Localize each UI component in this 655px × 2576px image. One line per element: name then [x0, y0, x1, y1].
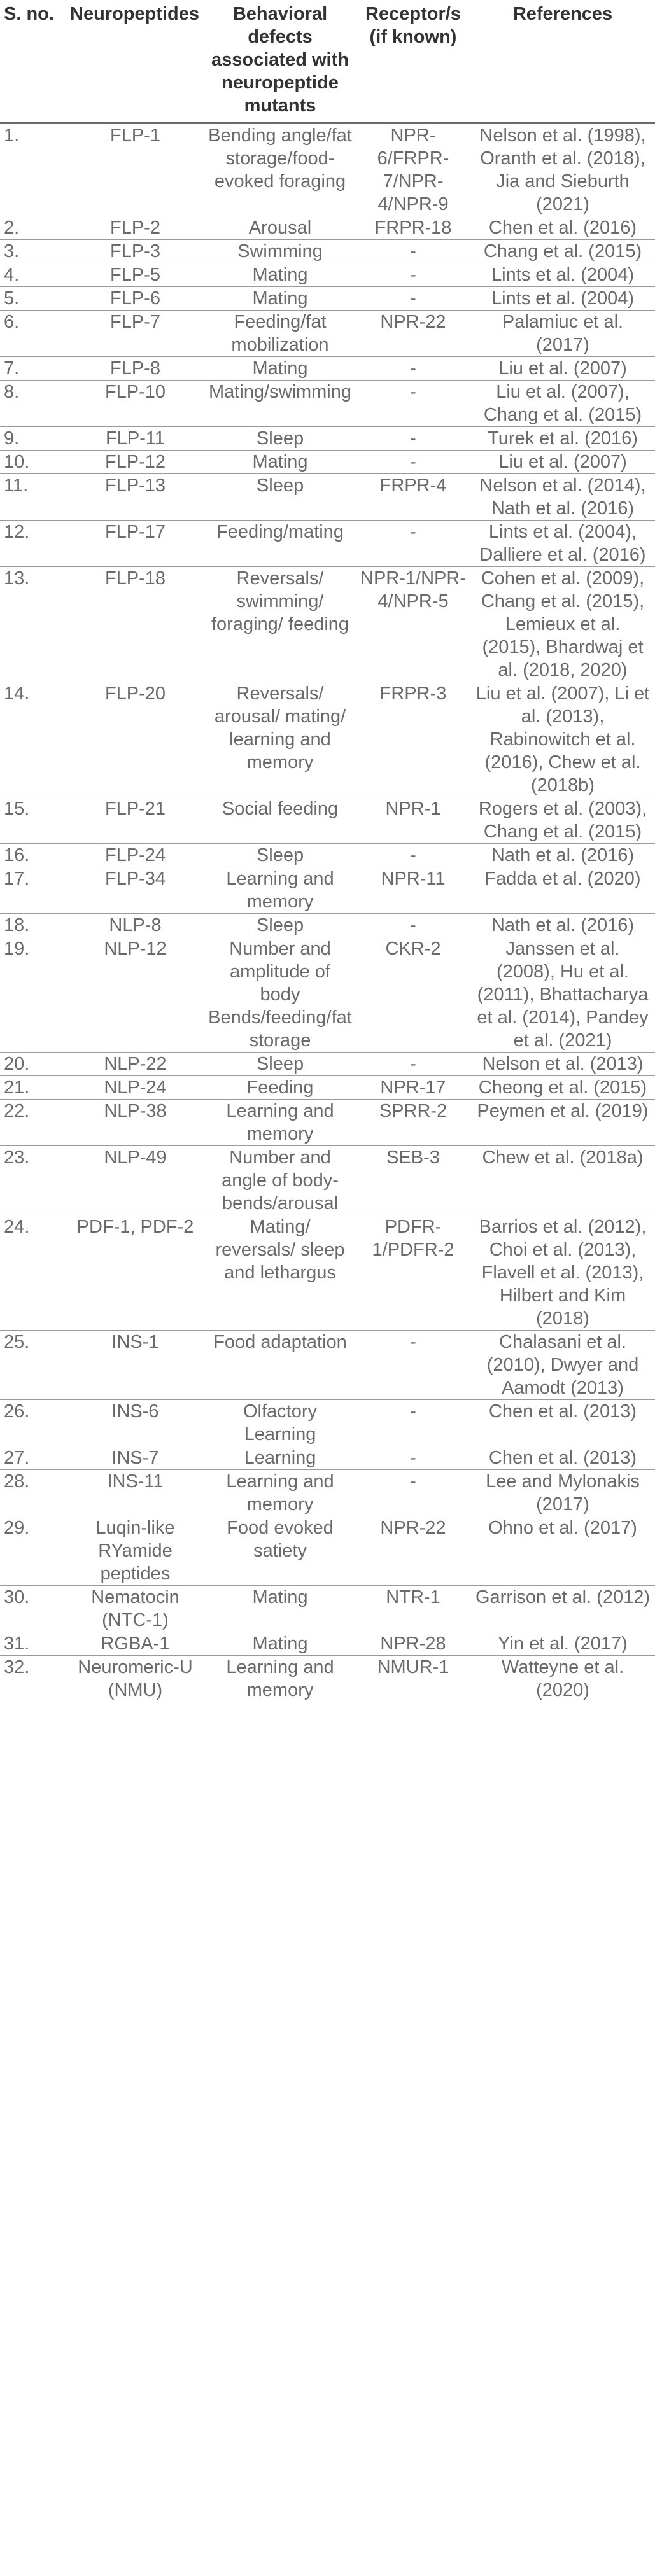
table-row [0, 1632, 655, 1656]
row-reference: Chen et al. (2016) [470, 216, 655, 240]
row-neuropeptide: NLP-12 [66, 937, 204, 1053]
row-receptor: NPR-22 [356, 311, 470, 357]
row-reference: Liu et al. (2007), Chang et al. (2015) [470, 381, 655, 427]
row-neuropeptide: NLP-22 [66, 1053, 204, 1076]
row-receptor: - [356, 1470, 470, 1516]
row-behavior: Learning and memory [204, 1656, 356, 1702]
row-behavior: Reversals/ swimming/ foraging/ feeding [204, 567, 356, 682]
row-neuropeptide: NLP-8 [66, 914, 204, 937]
table-row [0, 682, 655, 797]
row-sno: 24. [0, 1215, 66, 1331]
row-neuropeptide: FLP-7 [66, 311, 204, 357]
row-behavior: Swimming [204, 240, 356, 263]
row-reference: Rogers et al. (2003), Chang et al. (2015) [470, 797, 655, 844]
row-behavior: Arousal [204, 216, 356, 240]
row-receptor: FRPR-4 [356, 474, 470, 521]
table-row [0, 311, 655, 357]
row-neuropeptide: FLP-20 [66, 682, 204, 797]
row-neuropeptide: PDF-1, PDF-2 [66, 1215, 204, 1331]
row-sno: 20. [0, 1053, 66, 1076]
row-behavior: Social feeding [204, 797, 356, 844]
row-reference: Chalasani et al. (2010), Dwyer and Aamodt (2013) [470, 1331, 655, 1400]
table-row [0, 1215, 655, 1331]
row-receptor: - [356, 1053, 470, 1076]
table-row [0, 1100, 655, 1146]
row-sno: 9. [0, 427, 66, 451]
row-receptor: - [356, 1331, 470, 1400]
row-neuropeptide: NLP-38 [66, 1100, 204, 1146]
table-row [0, 844, 655, 867]
row-receptor: - [356, 240, 470, 263]
row-neuropeptide: Nematocin (NTC-1) [66, 1586, 204, 1632]
row-neuropeptide: FLP-21 [66, 797, 204, 844]
row-neuropeptide: FLP-18 [66, 567, 204, 682]
table-row [0, 1470, 655, 1516]
row-neuropeptide: FLP-10 [66, 381, 204, 427]
row-behavior: Reversals/ arousal/ mating/ learning and memory [204, 682, 356, 797]
table-row [0, 797, 655, 844]
table-row [0, 521, 655, 567]
table-row [0, 240, 655, 263]
table-row [0, 1516, 655, 1586]
row-behavior: Feeding [204, 1076, 356, 1100]
row-sno: 26. [0, 1400, 66, 1446]
row-sno: 4. [0, 263, 66, 287]
row-reference: Turek et al. (2016) [470, 427, 655, 451]
row-receptor: - [356, 844, 470, 867]
row-receptor: - [356, 357, 470, 381]
row-reference: Chang et al. (2015) [470, 240, 655, 263]
row-receptor: NPR-22 [356, 1516, 470, 1586]
table-row [0, 474, 655, 521]
row-receptor: - [356, 427, 470, 451]
header-row [0, 0, 655, 123]
row-neuropeptide: FLP-8 [66, 357, 204, 381]
row-reference: Janssen et al. (2008), Hu et al. (2011), Bhattacharya et al. (2014), Pandey et al. (2021) [470, 937, 655, 1053]
row-neuropeptide: FLP-34 [66, 867, 204, 914]
row-sno: 27. [0, 1446, 66, 1470]
row-reference: Peymen et al. (2019) [470, 1100, 655, 1146]
row-reference: Lee and Mylonakis (2017) [470, 1470, 655, 1516]
row-sno: 2. [0, 216, 66, 240]
table-row [0, 937, 655, 1053]
row-sno: 12. [0, 521, 66, 567]
row-sno: 30. [0, 1586, 66, 1632]
row-sno: 6. [0, 311, 66, 357]
row-sno: 15. [0, 797, 66, 844]
row-behavior: Number and angle of body-bends/arousal [204, 1146, 356, 1215]
row-receptor: NPR-28 [356, 1632, 470, 1656]
row-reference: Lints et al. (2004), Dalliere et al. (2016) [470, 521, 655, 567]
row-neuropeptide: FLP-13 [66, 474, 204, 521]
row-reference: Lints et al. (2004) [470, 263, 655, 287]
header-behavioral-defects: Behavioral defects associated with neuropeptide mutants [211, 4, 349, 116]
row-neuropeptide: NLP-49 [66, 1146, 204, 1215]
row-sno: 28. [0, 1470, 66, 1516]
row-behavior: Mating [204, 357, 356, 381]
row-behavior: Sleep [204, 914, 356, 937]
table-row [0, 216, 655, 240]
row-receptor: NPR-11 [356, 867, 470, 914]
row-receptor: - [356, 914, 470, 937]
row-sno: 10. [0, 451, 66, 474]
row-behavior: Learning and memory [204, 1100, 356, 1146]
row-reference: Chen et al. (2013) [470, 1400, 655, 1446]
row-neuropeptide: INS-11 [66, 1470, 204, 1516]
table-row [0, 263, 655, 287]
row-reference: Chew et al. (2018a) [470, 1146, 655, 1215]
row-behavior: Feeding/fat mobilization [204, 311, 356, 357]
table-row [0, 1446, 655, 1470]
row-neuropeptide: FLP-11 [66, 427, 204, 451]
row-behavior: Learning and memory [204, 867, 356, 914]
row-behavior: Olfactory Learning [204, 1400, 356, 1446]
row-receptor: NTR-1 [356, 1586, 470, 1632]
row-receptor: FRPR-18 [356, 216, 470, 240]
row-receptor: - [356, 521, 470, 567]
row-reference: Garrison et al. (2012) [470, 1586, 655, 1632]
row-sno: 21. [0, 1076, 66, 1100]
row-neuropeptide: NLP-24 [66, 1076, 204, 1100]
row-behavior: Feeding/mating [204, 521, 356, 567]
row-reference: Lints et al. (2004) [470, 287, 655, 311]
table-row [0, 867, 655, 914]
row-neuropeptide: INS-1 [66, 1331, 204, 1400]
row-receptor: - [356, 287, 470, 311]
table-row [0, 1053, 655, 1076]
table-row [0, 1656, 655, 1702]
row-sno: 29. [0, 1516, 66, 1586]
row-reference: Yin et al. (2017) [470, 1632, 655, 1656]
table-row [0, 427, 655, 451]
row-neuropeptide: FLP-1 [66, 123, 204, 216]
row-receptor: NPR-1/NPR-4/NPR-5 [356, 567, 470, 682]
row-receptor: NMUR-1 [356, 1656, 470, 1702]
row-receptor: SPRR-2 [356, 1100, 470, 1146]
row-reference: Liu et al. (2007) [470, 357, 655, 381]
row-behavior: Mating [204, 1632, 356, 1656]
row-sno: 18. [0, 914, 66, 937]
row-reference: Liu et al. (2007) [470, 451, 655, 474]
row-sno: 19. [0, 937, 66, 1053]
table-row [0, 1146, 655, 1215]
row-receptor: - [356, 263, 470, 287]
row-receptor: - [356, 1400, 470, 1446]
row-behavior: Mating [204, 1586, 356, 1632]
table-row [0, 381, 655, 427]
row-neuropeptide: FLP-3 [66, 240, 204, 263]
row-reference: Nath et al. (2016) [470, 914, 655, 937]
table-row [0, 451, 655, 474]
row-behavior: Learning and memory [204, 1470, 356, 1516]
row-sno: 3. [0, 240, 66, 263]
row-reference: Fadda et al. (2020) [470, 867, 655, 914]
row-behavior: Food adaptation [204, 1331, 356, 1400]
row-behavior: Sleep [204, 474, 356, 521]
row-neuropeptide: INS-7 [66, 1446, 204, 1470]
row-neuropeptide: FLP-17 [66, 521, 204, 567]
row-behavior: Mating/ reversals/ sleep and lethargus [204, 1215, 356, 1331]
row-reference: Nath et al. (2016) [470, 844, 655, 867]
row-sno: 5. [0, 287, 66, 311]
row-receptor: - [356, 1446, 470, 1470]
header-references: References [512, 4, 613, 24]
row-receptor: PDFR-1/PDFR-2 [356, 1215, 470, 1331]
row-receptor: - [356, 451, 470, 474]
row-receptor: CKR-2 [356, 937, 470, 1053]
row-sno: 13. [0, 567, 66, 682]
table-row [0, 1076, 655, 1100]
row-reference: Chen et al. (2013) [470, 1446, 655, 1470]
row-sno: 31. [0, 1632, 66, 1656]
table-row [0, 287, 655, 311]
header-sno: S. no. [4, 4, 54, 24]
row-receptor: NPR-1 [356, 797, 470, 844]
row-behavior: Number and amplitude of body Bends/feeding/fat storage [204, 937, 356, 1053]
row-reference: Cheong et al. (2015) [470, 1076, 655, 1100]
table-row [0, 1586, 655, 1632]
row-reference: Cohen et al. (2009), Chang et al. (2015), Lemieux et al. (2015), Bhardwaj et al. (2018, 2020) [470, 567, 655, 682]
row-sno: 14. [0, 682, 66, 797]
row-neuropeptide: FLP-6 [66, 287, 204, 311]
row-receptor: - [356, 381, 470, 427]
row-behavior: Mating [204, 287, 356, 311]
row-sno: 22. [0, 1100, 66, 1146]
row-neuropeptide: FLP-24 [66, 844, 204, 867]
row-neuropeptide: FLP-12 [66, 451, 204, 474]
row-sno: 11. [0, 474, 66, 521]
table-row [0, 1400, 655, 1446]
row-neuropeptide: Neuromeric-U (NMU) [66, 1656, 204, 1702]
table-row [0, 357, 655, 381]
row-behavior: Mating [204, 451, 356, 474]
row-sno: 25. [0, 1331, 66, 1400]
row-reference: Watteyne et al. (2020) [470, 1656, 655, 1702]
row-sno: 17. [0, 867, 66, 914]
row-behavior: Food evoked satiety [204, 1516, 356, 1586]
row-receptor: SEB-3 [356, 1146, 470, 1215]
row-sno: 7. [0, 357, 66, 381]
row-sno: 8. [0, 381, 66, 427]
row-sno: 16. [0, 844, 66, 867]
table-row [0, 567, 655, 682]
row-reference: Palamiuc et al. (2017) [470, 311, 655, 357]
row-behavior: Mating/swimming [204, 381, 356, 427]
row-reference: Liu et al. (2007), Li et al. (2013), Rabinowitch et al. (2016), Chew et al. (2018b) [470, 682, 655, 797]
row-reference: Nelson et al. (2013) [470, 1053, 655, 1076]
row-neuropeptide: Luqin-like RYamide peptides [66, 1516, 204, 1586]
row-neuropeptide: INS-6 [66, 1400, 204, 1446]
row-receptor: NPR-6/FRPR-7/NPR-4/NPR-9 [356, 123, 470, 216]
row-reference: Barrios et al. (2012), Choi et al. (2013), Flavell et al. (2013), Hilbert and Kim (2018) [470, 1215, 655, 1331]
table-row [0, 1331, 655, 1400]
row-neuropeptide: FLP-2 [66, 216, 204, 240]
row-reference: Ohno et al. (2017) [470, 1516, 655, 1586]
row-receptor: FRPR-3 [356, 682, 470, 797]
table-row [0, 123, 655, 216]
row-behavior: Mating [204, 263, 356, 287]
row-receptor: NPR-17 [356, 1076, 470, 1100]
row-neuropeptide: RGBA-1 [66, 1632, 204, 1656]
row-reference: Nelson et al. (2014), Nath et al. (2016) [470, 474, 655, 521]
row-reference: Nelson et al. (1998), Oranth et al. (2018), Jia and Sieburth (2021) [470, 123, 655, 216]
row-neuropeptide: FLP-5 [66, 263, 204, 287]
row-behavior: Sleep [204, 427, 356, 451]
row-behavior: Learning [204, 1446, 356, 1470]
row-behavior: Sleep [204, 844, 356, 867]
row-sno: 32. [0, 1656, 66, 1702]
row-sno: 1. [0, 123, 66, 216]
row-sno: 23. [0, 1146, 66, 1215]
row-behavior: Sleep [204, 1053, 356, 1076]
header-neuropeptides: Neuropeptides [70, 4, 200, 24]
table-row [0, 914, 655, 937]
header-receptors: Receptor/s (if known) [365, 4, 461, 47]
row-behavior: Bending angle/fat storage/food-evoked foraging [204, 123, 356, 216]
